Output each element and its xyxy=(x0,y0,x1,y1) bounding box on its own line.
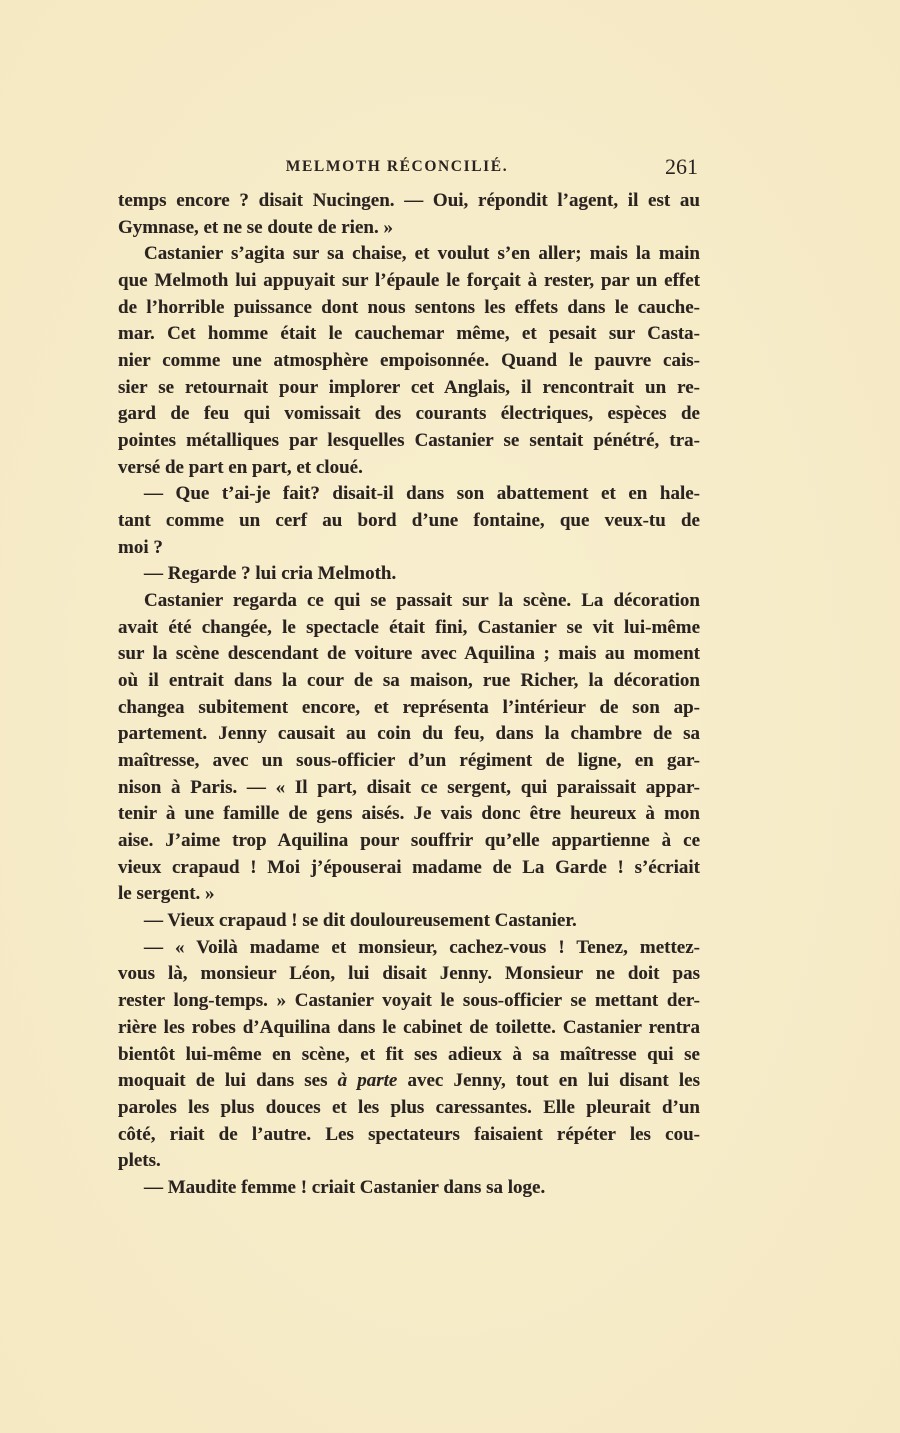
text-line: vieux crapaud ! Moi j’épouserai madame de La Garde ! s’écriait xyxy=(118,856,700,878)
text-line: plets. xyxy=(118,1150,161,1172)
text-line: — Maudite femme ! criait Castanier dans sa loge. xyxy=(144,1176,546,1198)
text-line: le sergent. » xyxy=(118,883,215,905)
italic-phrase: à parte xyxy=(337,1070,398,1092)
text-line: rière les robes d’Aquilina dans le cabinet de toilette. Castanier rentra xyxy=(118,1016,700,1038)
text-line xyxy=(118,1068,700,1095)
page-number: 261 xyxy=(665,154,698,179)
text-line: tenir à une famille de gens aisés. Je vais donc être heureux à mon xyxy=(118,803,700,825)
text-line: nison à Paris. — « Il part, disait ce sergent, qui paraissait appar- xyxy=(118,776,700,798)
text-line: rester long-temps. » Castanier voyait le sous-officier se mettant der- xyxy=(118,990,700,1012)
text-line: — Vieux crapaud ! se dit douloureusement Castanier. xyxy=(144,910,577,932)
text-line: paroles les plus douces et les plus caressantes. Elle pleurait d’un xyxy=(118,1096,700,1118)
text-line: aise. J’aime trop Aquilina pour souffrir qu’elle appartienne à ce xyxy=(118,830,700,852)
text-line: — Regarde ? lui cria Melmoth. xyxy=(144,563,397,585)
text-line: moi ? xyxy=(118,536,163,558)
text-line: gard de feu qui vomissait des courants électriques, espèces de xyxy=(118,403,700,425)
body-text xyxy=(118,188,700,1202)
text-line: Castanier s’agita sur sa chaise, et voulut s’en aller; mais la main xyxy=(144,243,700,265)
text-line: tant comme un cerf au bord d’une fontaine, que veux-tu de xyxy=(118,510,700,532)
text-segment: moquait de lui dans ses xyxy=(118,1070,338,1092)
text-line: avait été changée, le spectacle était fini, Castanier se vit lui-même xyxy=(118,616,700,638)
text-line: pointes métalliques par lesquelles Castanier se sentait pénétré, tra- xyxy=(118,430,700,452)
text-line: changea subitement encore, et représenta l’intérieur de son ap- xyxy=(118,696,700,718)
text-line: versé de part en part, et cloué. xyxy=(118,456,363,478)
text-line: maîtresse, avec un sous-officier d’un régiment de ligne, en gar- xyxy=(118,750,700,772)
text-line: bientôt lui-même en scène, et fit ses adieux à sa maîtresse qui se xyxy=(118,1043,700,1065)
text-line: nier comme une atmosphère empoisonnée. Quand le pauvre cais- xyxy=(118,350,700,372)
page-header xyxy=(118,154,700,184)
text-line: de l’horrible puissance dont nous sentons les effets dans le cauche- xyxy=(118,296,700,318)
text-line: sur la scène descendant de voiture avec Aquilina ; mais au moment xyxy=(118,643,700,665)
text-line: — Que t’ai-je fait? disait-il dans son abattement et en hale- xyxy=(144,483,700,505)
text-line: temps encore ? disait Nucingen. — Oui, répondit l’agent, il est au xyxy=(118,190,700,211)
text-line: Castanier regarda ce qui se passait sur la scène. La décoration xyxy=(144,590,700,612)
text-line: vous là, monsieur Léon, lui disait Jenny. Monsieur ne doit pas xyxy=(118,963,700,985)
text-line: sier se retournait pour implorer cet Anglais, il rencontrait un re- xyxy=(118,376,700,398)
text-line: où il entrait dans la cour de sa maison, rue Richer, la décoration xyxy=(118,670,700,692)
text-line: partement. Jenny causait au coin du feu, dans la chambre de sa xyxy=(118,723,700,745)
text-line: que Melmoth lui appuyait sur l’épaule le forçait à rester, par un effet xyxy=(118,270,700,292)
text-line: côté, riait de l’autre. Les spectateurs faisaient répéter les cou- xyxy=(118,1123,700,1145)
text-line: Gymnase, et ne se doute de rien. » xyxy=(118,216,393,238)
text-segment: avec Jenny, tout en lui disant les xyxy=(397,1070,700,1092)
running-title: MELMOTH RÉCONCILIÉ. xyxy=(285,158,509,175)
text-line: — « Voilà madame et monsieur, cachez-vous ! Tenez, mettez- xyxy=(144,936,700,958)
text-line: mar. Cet homme était le cauchemar même, et pesait sur Casta- xyxy=(118,323,700,345)
